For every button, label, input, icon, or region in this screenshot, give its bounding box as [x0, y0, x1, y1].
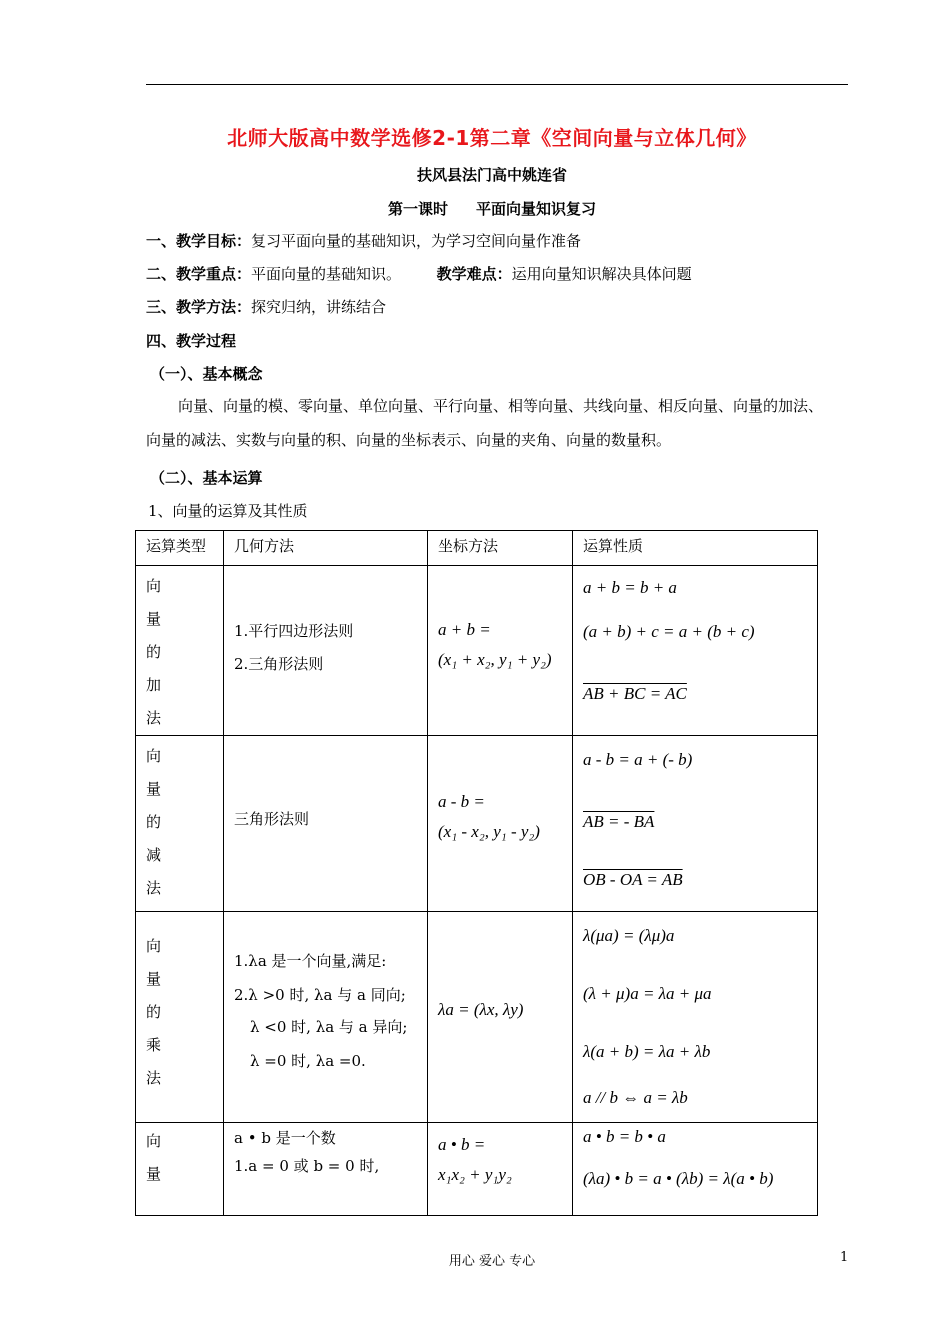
subheading-operations: 1、向量的运算及其性质 [148, 502, 308, 520]
difficulty-text: 运用向量知识解决具体问题 [511, 265, 692, 283]
props-subtraction: a - b = a + (- b) AB = - BA OB - OA = AB [583, 750, 693, 889]
concepts-line-2: 向量的减法、实数与向量的积、向量的坐标表示、向量的夹角、向量的数量积。 [146, 431, 672, 449]
header-coordinate: 坐标方法 [438, 537, 499, 555]
method-label: 三、教学方法： [146, 298, 252, 316]
table-row [136, 1123, 818, 1216]
focus-text: 平面向量的基础知识。 [251, 265, 402, 283]
geo-multiplication: 1.λa 是一个向量,满足: 2.λ >0 时, λa 与 a 同向; λ <0 时, λa 与 a 异向; λ =0 时, λa =0. [234, 952, 408, 1070]
table-row [136, 912, 818, 1123]
coord-addition: a + b = (x₁ + x₂, y₁ + y₂) [438, 620, 552, 669]
lesson-number: 第一课时 [387, 200, 448, 218]
process-line [146, 330, 236, 351]
coord-multiplication: λa = (λx, λy) [438, 1000, 524, 1019]
method-line [146, 296, 386, 317]
operations-table [135, 530, 818, 1216]
concepts-line-1: 向量、向量的模、零向量、单位向量、平行向量、相等向量、共线向量、相反向量、向量的加法、 [178, 397, 824, 415]
header-geometric: 几何方法 [234, 537, 295, 555]
page-number: 1 [840, 1250, 849, 1265]
table-row [136, 566, 818, 736]
focus-label: 二、教学重点： [146, 265, 252, 283]
header-properties: 运算性质 [583, 537, 644, 555]
objective-text: 复习平面向量的基础知识，为学习空间向量作准备 [251, 232, 582, 250]
props-multiplication: λ(μa) = (λμ)a (λ + μ)a = λa + μa λ(a + b) = λa + λb a // b ⇔ a = λb [583, 926, 712, 1107]
section-basic-operations: （二）、基本运算 [150, 469, 263, 487]
props-addition: a + b = b + a (a + b) + c = a + (b + c) AB + BC = AC [583, 578, 755, 703]
focus-line [146, 263, 692, 284]
document-title: 北师大版高中数学选修2-1第二章《空间向量与立体几何》 [227, 126, 757, 150]
geo-addition: 1.平行四边形法则 2.三角形法则 [234, 622, 354, 673]
header-type: 运算类型 [146, 537, 207, 555]
section-basic-concepts: （一）、基本概念 [150, 365, 263, 383]
method-text: 探究归纳，讲练结合 [251, 298, 387, 316]
table-header-row [136, 531, 818, 566]
geo-subtraction: 三角形法则 [234, 810, 310, 828]
concepts-paragraph [146, 389, 846, 457]
header-rule [146, 84, 848, 85]
props-dot: a • b = b • a (λa) • b = a • (λb) = λ(a • b) [583, 1127, 774, 1188]
op-type-dot: 向 量 [146, 1132, 162, 1183]
op-type-multiplication: 向 量 的 乘 法 [146, 937, 162, 1087]
process-label: 四、教学过程 [146, 332, 237, 350]
coord-dot: a • b = x₁x₂ + y₁y₂ [438, 1135, 512, 1184]
geo-dot: a • b 是一个数 1.a = 0 或 b = 0 时, [234, 1129, 380, 1175]
lesson-title: 平面向量知识复习 [476, 200, 597, 218]
table-row [136, 736, 818, 912]
coord-subtraction: a - b = (x₁ - x₂, y₁ - y₂) [438, 792, 540, 841]
author-line: 扶风县法门高中姚连省 [416, 166, 567, 184]
page-footer: 用心 爱心 专心 [448, 1254, 536, 1269]
op-type-subtraction: 向 量 的 减 法 [146, 747, 162, 897]
objective-line [146, 230, 581, 251]
lesson-heading [0, 198, 950, 219]
op-type-addition: 向 量 的 加 法 [146, 577, 162, 727]
objective-label: 一、教学目标： [146, 232, 252, 250]
difficulty-label: 教学难点： [436, 265, 512, 283]
